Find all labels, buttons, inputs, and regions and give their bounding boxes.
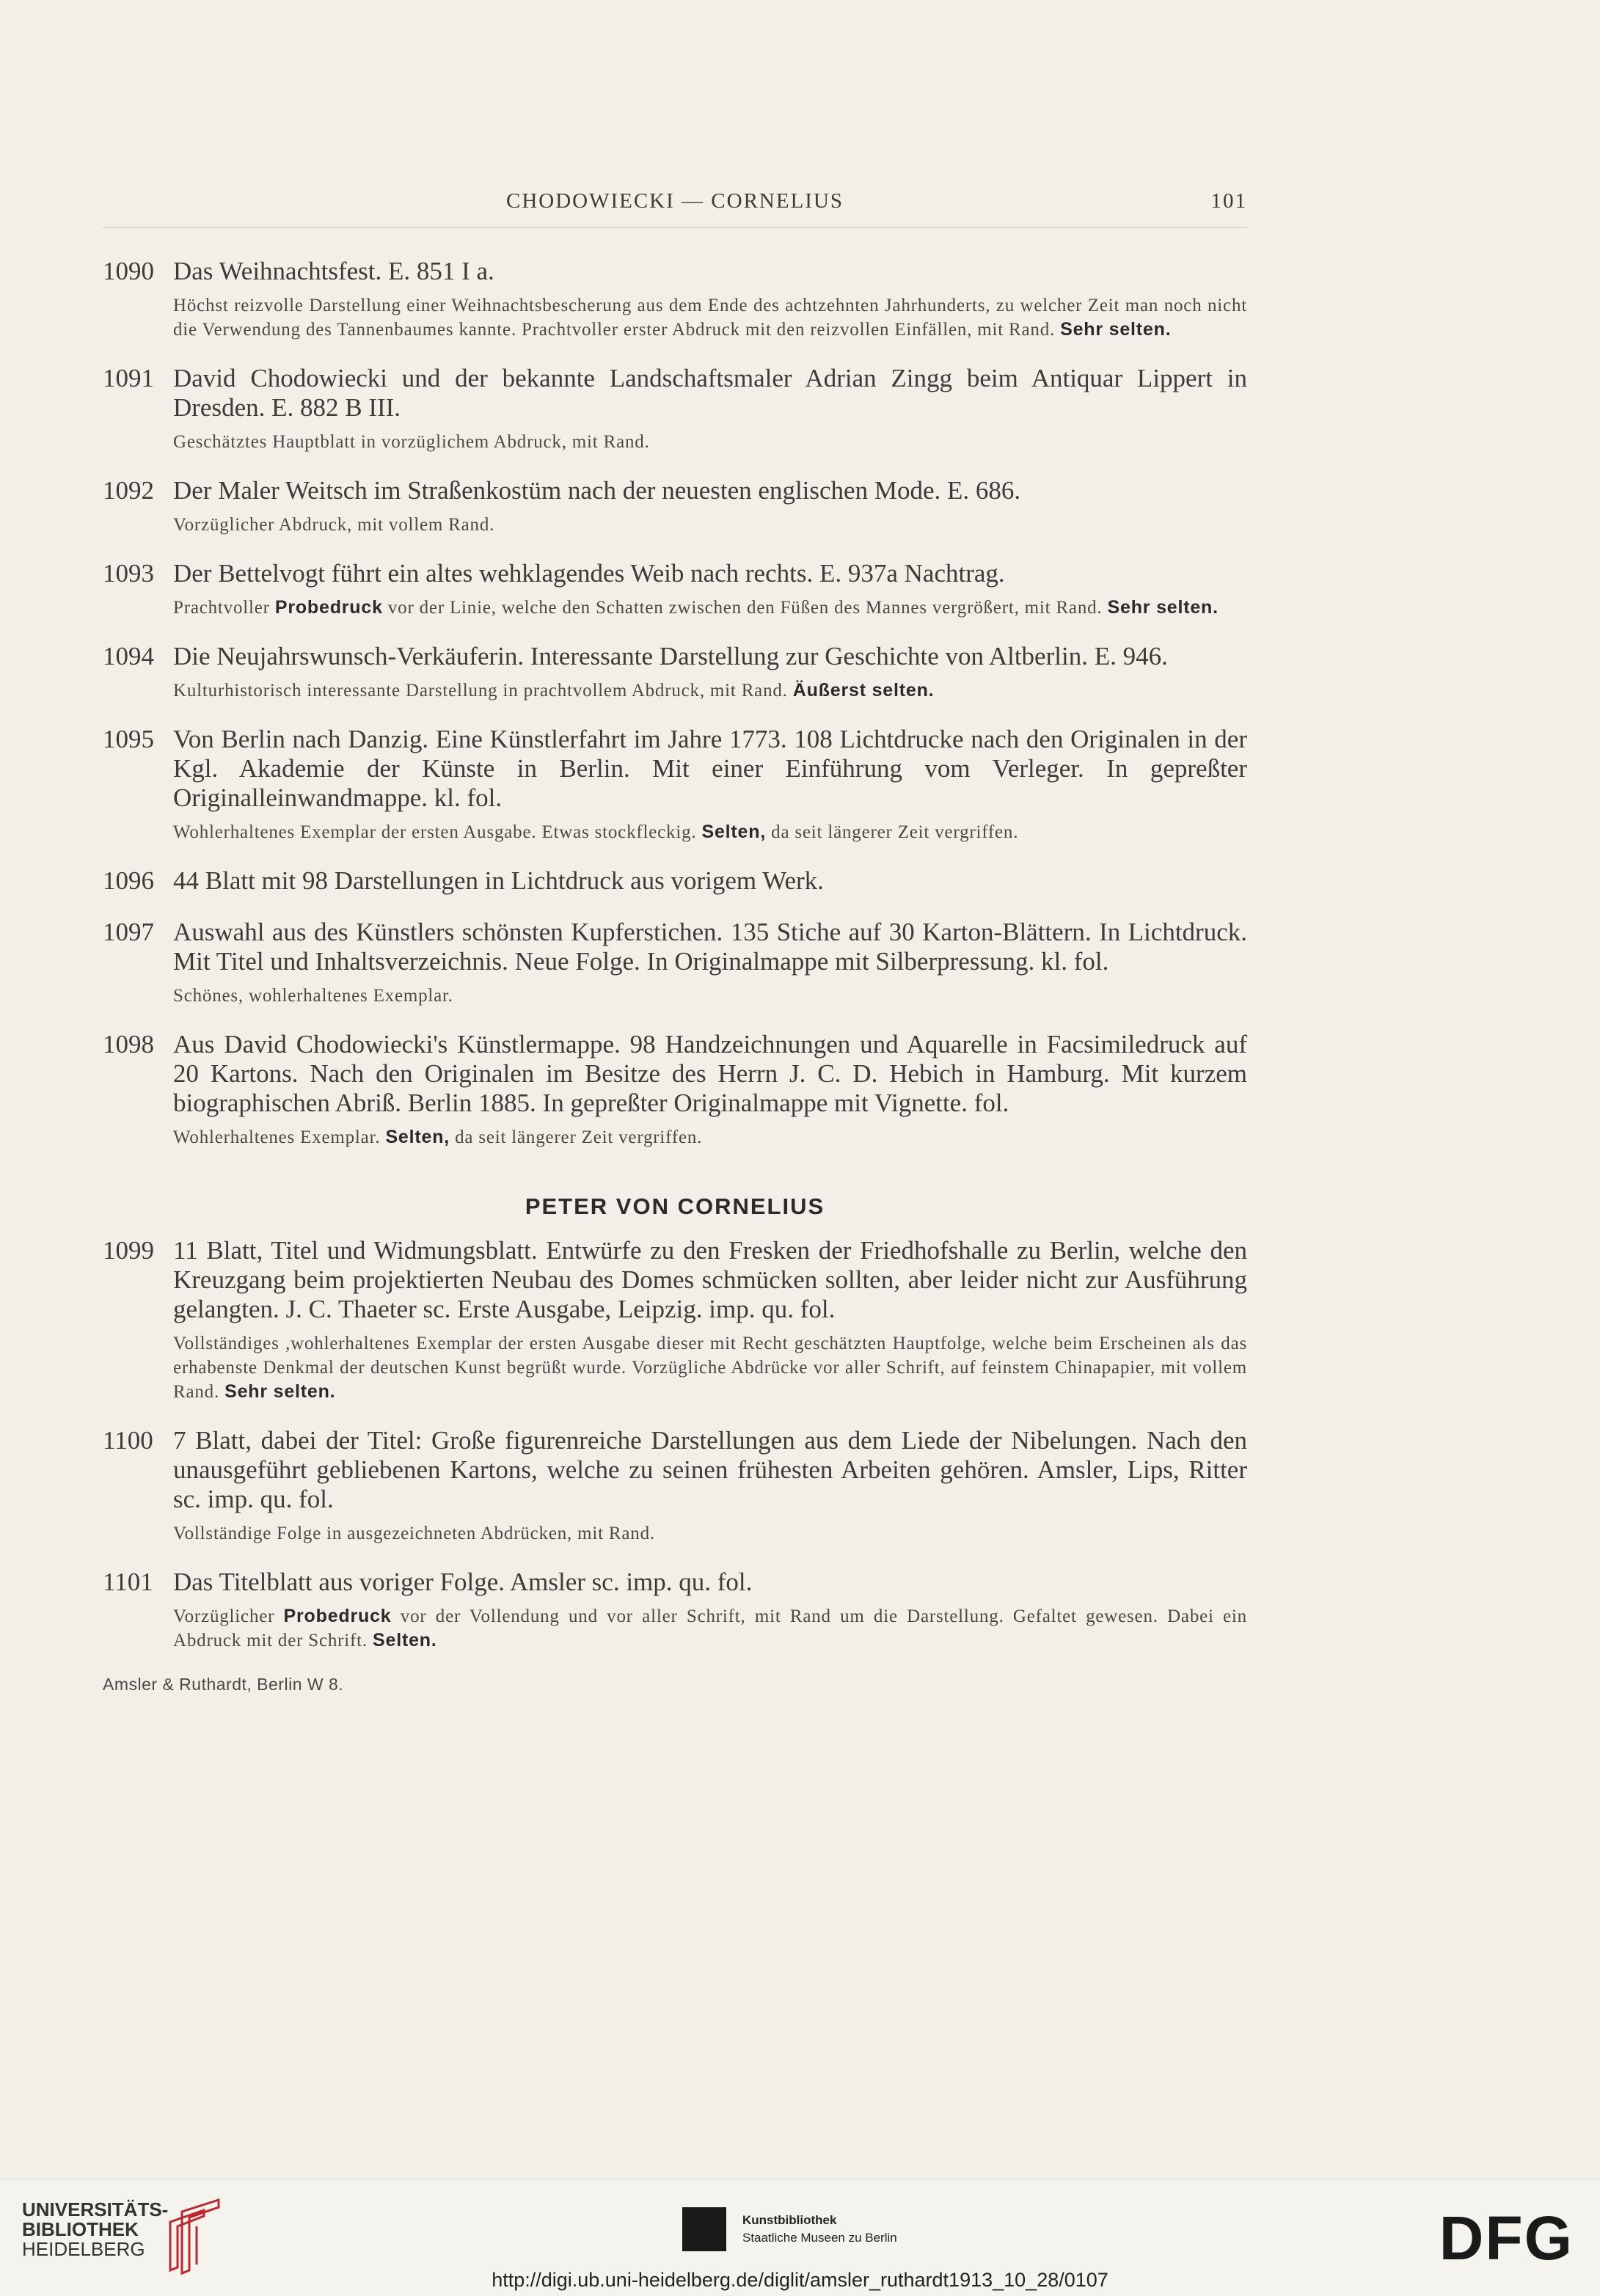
ub-line-2: BIBLIOTHEK: [22, 2218, 139, 2240]
entry-number: 1099: [103, 1236, 154, 1265]
catalog-entry: [103, 559, 1247, 620]
footer-bar: [0, 2179, 1600, 2296]
note-text: Vorzüglicher Abdruck, mit vollem Rand.: [173, 515, 495, 535]
entry-number: 1100: [103, 1426, 153, 1455]
catalog-entry: [103, 364, 1247, 454]
entry-title: Das Titelblatt aus voriger Folge. Amsler sc. imp. qu. fol.: [173, 1568, 753, 1596]
kb-line-1: Kunstbibliothek: [742, 2213, 837, 2227]
entry-note: [173, 1521, 1247, 1546]
entry-number: 1096: [103, 866, 154, 895]
catalog-entry: [103, 1568, 1247, 1653]
note-emphasis: Sehr selten.: [224, 1381, 336, 1402]
header-title: CHODOWIECKI — CORNELIUS: [505, 189, 844, 213]
entry-note: [173, 513, 1247, 537]
catalog-entry: [103, 1030, 1247, 1149]
entry-title: 11 Blatt, Titel und Widmungsblatt. Entwürfe zu den Fresken der Friedhofshalle zu Berlin, welche den Kreuzgang beim projektierten Neubau des Domes schmücken sollten, aber leider nicht zur Ausführung gelangten. J. C. Thaeter sc. Erste Ausgabe, Leipzig. imp. qu. fol.: [173, 1236, 1247, 1323]
entry-title: Die Neujahrswunsch-Verkäuferin. Interessante Darstellung zur Geschichte von Altberlin. E. 946.: [173, 642, 1168, 670]
note-emphasis: Äußerst selten.: [792, 680, 935, 701]
ub-line-1: UNIVERSITÄTS-: [22, 2198, 169, 2220]
entry-number: 1093: [103, 559, 154, 588]
note-emphasis: Probedruck: [283, 1606, 392, 1626]
section-title: PETER VON CORNELIUS: [525, 1193, 825, 1219]
page-number: 101: [1210, 189, 1247, 213]
entry-title: David Chodowiecki und der bekannte Landschaftsmaler Adrian Zingg beim Antiquar Lippert in Dresden. E. 882 B III.: [173, 364, 1247, 422]
kunstbibliothek-logo[interactable]: [682, 2197, 932, 2263]
catalog-entry: [103, 257, 1247, 342]
catalog-entry: [103, 866, 1247, 896]
entry-number: 1092: [103, 476, 154, 505]
note-emphasis: Sehr selten.: [1060, 319, 1172, 340]
entry-note: [173, 1125, 1247, 1149]
note-text-after: da seit längerer Zeit vergriffen.: [771, 822, 1019, 842]
catalog-entry: [103, 1426, 1247, 1546]
note-emphasis: Sehr selten.: [1107, 597, 1219, 618]
entry-title: Auswahl aus des Künstlers schönsten Kupferstichen. 135 Stiche auf 30 Karton-Blättern. In Lichtdruck. Mit Titel und Inhaltsverzeichnis. Neue Folge. In Originalmappe mit Silberpressung. kl. fol.: [173, 918, 1247, 976]
entry-title: Von Berlin nach Danzig. Eine Künstlerfahrt im Jahre 1773. 108 Lichtdrucke nach den Originalen in der Kgl. Akademie der Künste in Berlin. Mit einer Einführung vom Verleger. In gepreßter Originalleinwandmappe. kl. fol.: [173, 725, 1247, 812]
note-emphasis: Probedruck: [274, 597, 383, 618]
note-text: Prachtvoller: [173, 598, 270, 618]
entry-note: [173, 1604, 1247, 1653]
entry-number: 1101: [103, 1568, 153, 1596]
ub-emblem-icon: [160, 2197, 226, 2278]
catalog-entry: [103, 642, 1247, 703]
entry-title: Aus David Chodowiecki's Künstlermappe. 98 Handzeichnungen und Aquarelle in Facsimiledruck auf 20 Kartons. Nach den Originalen im Besitze des Herrn J. C. D. Hebich in Hamburg. Mit kurzem biographischen Abriß. Berlin 1885. In gepreßter Originalmappe mit Vignette. fol.: [173, 1030, 1247, 1117]
entry-note: [173, 293, 1247, 342]
note-text: Wohlerhaltenes Exemplar.: [173, 1127, 381, 1147]
note-emphasis: Selten.: [373, 1630, 437, 1650]
entry-note: [173, 596, 1247, 620]
entry-number: 1090: [103, 257, 154, 285]
entry-number: 1094: [103, 642, 154, 670]
header-rule: [103, 227, 1247, 228]
entry-note: [173, 679, 1247, 703]
note-text-after: vor der Vollendung und vor aller Schrift, mit Rand um die Darstellung. Gefaltet gewesen. Dabei ein Abdruck mit der Schrift.: [173, 1606, 1247, 1650]
catalog-entry: [103, 918, 1247, 1008]
entry-title: Der Bettelvogt führt ein altes wehklagendes Weib nach rechts. E. 937a Nachtrag.: [173, 559, 1005, 588]
entry-title: 7 Blatt, dabei der Titel: Große figurenreiche Darstellungen aus dem Liede der Nibelungen. Nach den unausgeführt gebliebenen Kartons, welche zu seinen frühesten Arbeiten gehören. Amsler, Lips, Ritter sc. imp. qu. fol.: [173, 1426, 1247, 1513]
note-emphasis: Selten,: [385, 1127, 450, 1147]
note-text: Höchst reizvolle Darstellung einer Weihnachtsbescherung aus dem Ende des achtzehnten Jahrhunderts, zu welcher Zeit man noch nicht die Verwendung des Tannenbaumes kannte. Prachtvoller erster Abdruck mit den reizvollen Einfällen, mit Rand.: [173, 296, 1247, 340]
entry-number: 1095: [103, 725, 154, 753]
note-text: Schönes, wohlerhaltenes Exemplar.: [173, 986, 453, 1006]
kb-line-2: Staatliche Museen zu Berlin: [742, 2231, 897, 2245]
entry-note: [173, 984, 1247, 1008]
note-text: Vorzüglicher: [173, 1606, 275, 1626]
entry-number: 1097: [103, 918, 154, 946]
note-text-after: da seit längerer Zeit vergriffen.: [455, 1127, 703, 1147]
note-text: Vollständiges ,wohlerhaltenes Exemplar der ersten Ausgabe dieser mit Recht geschätzten Hauptfolge, welche beim Erscheinen als das erhabenste Denkmal der deutschen Kunst begrüßt wurde. Vorzügliche Abdrücke vor aller Schrift, auf feinstem Chinapapier, mit vollem Rand.: [173, 1334, 1247, 1402]
ub-line-3: HEIDELBERG: [22, 2238, 145, 2260]
catalog-entry: [103, 725, 1247, 844]
catalog-content: [103, 257, 1247, 1694]
entries-chodowiecki: [103, 257, 1247, 1149]
entry-note: [173, 820, 1247, 844]
catalog-entry: [103, 476, 1247, 537]
entry-note: [173, 1331, 1247, 1404]
note-text: Wohlerhaltenes Exemplar der ersten Ausgabe. Etwas stockfleckig.: [173, 822, 697, 842]
catalog-entry: [103, 1236, 1247, 1404]
entry-number: 1098: [103, 1030, 154, 1059]
entry-note: [173, 430, 1247, 454]
entries-cornelius: [103, 1236, 1247, 1653]
dfg-logo[interactable]: DFG: [1439, 2204, 1574, 2273]
entry-title: Der Maler Weitsch im Straßenkostüm nach der neuesten englischen Mode. E. 686.: [173, 476, 1021, 505]
page-url[interactable]: http://digi.ub.uni-heidelberg.de/diglit/amsler_ruthardt1913_10_28/0107: [492, 2269, 1108, 2291]
kunstbibliothek-text: [742, 2212, 897, 2247]
note-emphasis: Selten,: [701, 822, 767, 842]
note-text-after: vor der Linie, welche den Schatten zwischen den Füßen des Mannes vergrößert, mit Rand.: [387, 598, 1103, 618]
note-text: Vollständige Folge in ausgezeichneten Abdrücken, mit Rand.: [173, 1524, 655, 1543]
kunstbibliothek-icon: [682, 2207, 726, 2251]
ub-heidelberg-logo[interactable]: [22, 2200, 168, 2259]
entry-title: Das Weihnachtsfest. E. 851 I a.: [173, 257, 494, 285]
entry-number: 1091: [103, 364, 154, 392]
imprint: Amsler & Ruthardt, Berlin W 8.: [103, 1675, 344, 1694]
entry-title: 44 Blatt mit 98 Darstellungen in Lichtdruck aus vorigem Werk.: [173, 866, 824, 895]
note-text: Kulturhistorisch interessante Darstellung in prachtvollem Abdruck, mit Rand.: [173, 681, 788, 701]
note-text: Geschätztes Hauptblatt in vorzüglichem Abdruck, mit Rand.: [173, 432, 650, 452]
running-header: [103, 189, 1247, 226]
